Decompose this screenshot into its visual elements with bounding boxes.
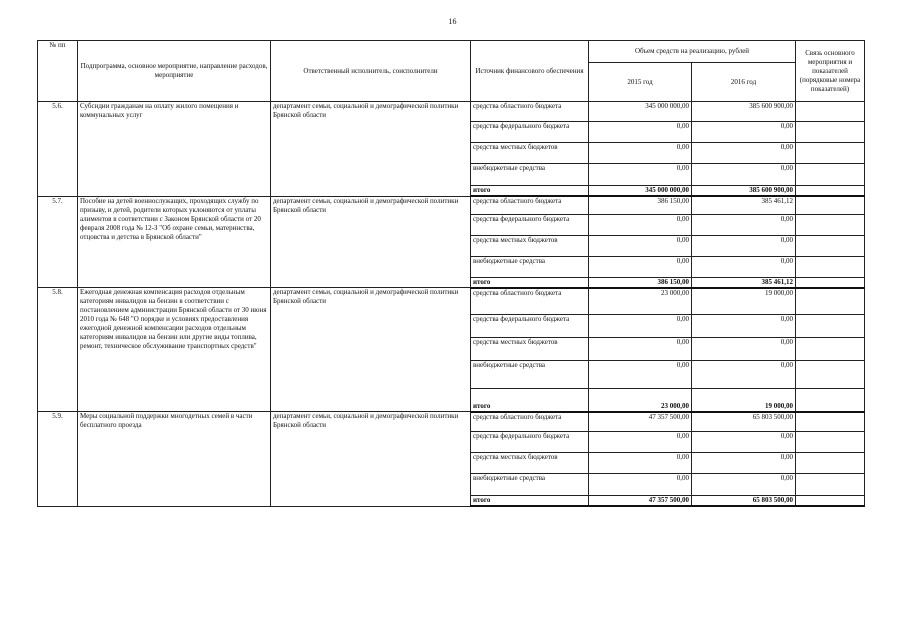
indicator-link (796, 235, 865, 256)
amount-2016: 19 000,00 (692, 389, 796, 412)
header-num: № пп (38, 41, 78, 102)
amount-2015: 0,00 (589, 256, 692, 277)
amount-2016: 0,00 (692, 235, 796, 256)
funding-source: итого (471, 389, 589, 412)
program-description: Пособие на детей военнослужащих, проходящих службу по призыву, и детей, родители которых уклоняются от уплаты алиментов в соответствии с Законом Брянской области от 20 февраля 2008 года № 12-З "Об охране семьи, материнства, отцовства и детства в Брянской области" (78, 196, 271, 288)
amount-2016: 0,00 (692, 256, 796, 277)
funding-table (37, 40, 865, 507)
amount-2016: 0,00 (692, 164, 796, 186)
amount-2015: 345 000 000,00 (589, 186, 692, 197)
amount-2015: 23 000,00 (589, 389, 692, 412)
indicator-link (796, 214, 865, 235)
funding-source: итого (471, 496, 589, 507)
indicator-link (796, 432, 865, 453)
amount-2016: 0,00 (692, 453, 796, 474)
program-description: Субсидии гражданам на оплату жилого помещения и коммунальных услуг (78, 102, 271, 197)
indicator-link (796, 102, 865, 122)
indicator-link (796, 315, 865, 338)
amount-2015: 0,00 (589, 122, 692, 143)
amount-2016: 0,00 (692, 122, 796, 143)
amount-2016: 65 803 500,00 (692, 496, 796, 507)
program-description: Ежегодная денежная компенсация расходов отдельным категориям инвалидов на бензин в соответствии с постановлением администрации Брянской области от 30 июня 2010 года № 648 "О порядке и условиях предоставления ежегодной денежной компенсации расходов отдельным категориям инвалидов на бензин или другие виды топлива, ремонт, техническое обслуживание транспортных средств" (78, 288, 271, 412)
header-program: Подпрограмма, основное мероприятие, направление расходов, мероприятие (78, 41, 271, 102)
funding-source: итого (471, 277, 589, 288)
amount-2016: 0,00 (692, 338, 796, 361)
amount-2016: 385 600 900,00 (692, 102, 796, 122)
responsible-executor: департамент семьи, социальной и демографической политики Брянской области (271, 412, 471, 507)
indicator-link (796, 196, 865, 214)
indicator-link (796, 277, 865, 288)
amount-2016: 0,00 (692, 143, 796, 164)
funding-source: средства областного бюджета (471, 412, 589, 432)
header-year-2015: 2015 год (589, 63, 692, 102)
indicator-link (796, 256, 865, 277)
funding-source: средства областного бюджета (471, 288, 589, 315)
indicator-link (796, 338, 865, 361)
indicator-link (796, 474, 865, 496)
row-number: 5.9. (38, 412, 78, 507)
header-source: Источник финансового обеспечения (471, 41, 589, 102)
funding-source: внебюджетные средства (471, 164, 589, 186)
amount-2015: 23 000,00 (589, 288, 692, 315)
indicator-link (796, 412, 865, 432)
indicator-link (796, 143, 865, 164)
indicator-link (796, 122, 865, 143)
amount-2016: 0,00 (692, 214, 796, 235)
amount-2015: 0,00 (589, 143, 692, 164)
amount-2015: 0,00 (589, 164, 692, 186)
amount-2015: 0,00 (589, 474, 692, 496)
funding-source: средства местных бюджетов (471, 143, 589, 164)
amount-2016: 19 000,00 (692, 288, 796, 315)
amount-2016: 0,00 (692, 315, 796, 338)
amount-2016: 0,00 (692, 361, 796, 389)
funding-source: средства местных бюджетов (471, 235, 589, 256)
funding-source: средства федерального бюджета (471, 432, 589, 453)
amount-2016: 385 600 900,00 (692, 186, 796, 197)
program-description: Меры социальной поддержки многодетных семей в части бесплатного проезда (78, 412, 271, 507)
row-number: 5.8. (38, 288, 78, 412)
amount-2015: 0,00 (589, 361, 692, 389)
amount-2016: 65 803 500,00 (692, 412, 796, 432)
table-row (38, 196, 865, 214)
funding-source: итого (471, 186, 589, 197)
amount-2015: 0,00 (589, 338, 692, 361)
funding-source: средства местных бюджетов (471, 453, 589, 474)
responsible-executor: департамент семьи, социальной и демографической политики Брянской области (271, 288, 471, 412)
table-row (38, 102, 865, 122)
amount-2015: 0,00 (589, 432, 692, 453)
funding-source: средства местных бюджетов (471, 338, 589, 361)
funding-source: внебюджетные средства (471, 256, 589, 277)
amount-2015: 0,00 (589, 214, 692, 235)
amount-2016: 0,00 (692, 474, 796, 496)
indicator-link (796, 361, 865, 389)
header-volume: Объем средств на реализацию, рублей (589, 41, 796, 63)
funding-source: средства федерального бюджета (471, 315, 589, 338)
amount-2015: 386 150,00 (589, 277, 692, 288)
funding-source: средства федерального бюджета (471, 122, 589, 143)
indicator-link (796, 288, 865, 315)
table-row (38, 288, 865, 315)
amount-2015: 386 150,00 (589, 196, 692, 214)
indicator-link (796, 453, 865, 474)
funding-source: средства областного бюджета (471, 102, 589, 122)
amount-2015: 47 357 500,00 (589, 412, 692, 432)
table-body (38, 102, 865, 507)
amount-2016: 385 461,12 (692, 277, 796, 288)
row-number: 5.6. (38, 102, 78, 197)
amount-2016: 385 461,12 (692, 196, 796, 214)
header-executor: Ответственный исполнитель, соисполнители (271, 41, 471, 102)
funding-source: средства областного бюджета (471, 196, 589, 214)
amount-2016: 0,00 (692, 432, 796, 453)
amount-2015: 47 357 500,00 (589, 496, 692, 507)
row-number: 5.7. (38, 196, 78, 288)
amount-2015: 0,00 (589, 235, 692, 256)
header-year-2016: 2016 год (692, 63, 796, 102)
header-link: Связь основного мероприятия и показателей (порядковые номера показателей) (796, 41, 865, 102)
table-row (38, 412, 865, 432)
responsible-executor: департамент семьи, социальной и демографической политики Брянской области (271, 102, 471, 197)
funding-source: внебюджетные средства (471, 474, 589, 496)
amount-2015: 345 000 000,00 (589, 102, 692, 122)
responsible-executor: департамент семьи, социальной и демографической политики Брянской области (271, 196, 471, 288)
amount-2015: 0,00 (589, 453, 692, 474)
indicator-link (796, 186, 865, 197)
indicator-link (796, 496, 865, 507)
funding-source: средства федерального бюджета (471, 214, 589, 235)
amount-2015: 0,00 (589, 315, 692, 338)
indicator-link (796, 389, 865, 412)
indicator-link (796, 164, 865, 186)
page-number: 16 (448, 17, 457, 26)
funding-source: внебюджетные средства (471, 361, 589, 389)
